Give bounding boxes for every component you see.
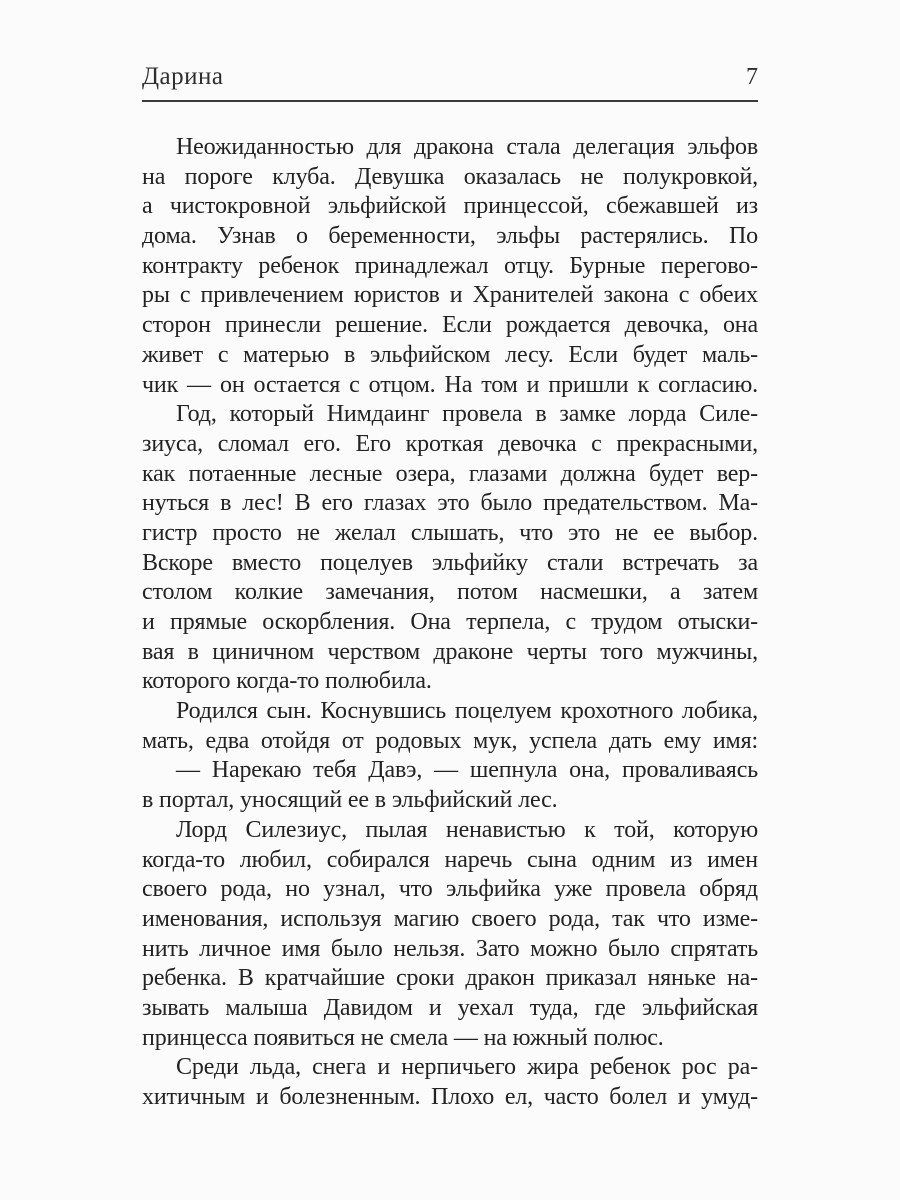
text-line: столом колкие замечания, потом насмешки, а затем	[142, 579, 758, 606]
text-line: Лорд Силезиус, пылая ненавистью к той, которую	[176, 816, 758, 843]
text-line: Среди льда, снега и нерпичьего жира ребенок рос ра-	[176, 1054, 758, 1081]
text-line: вая в циничном черством драконе черты того мужчины,	[142, 638, 758, 665]
page-header	[142, 0, 758, 90]
text-line: нить личное имя было нельзя. Зато можно было спрятать	[142, 935, 758, 962]
paragraph	[142, 816, 758, 1054]
text-line: сторон принесли решение. Если рождается девочка, она	[142, 312, 758, 339]
text-line: чик — он остается с отцом. На том и пришли к согласию.	[142, 371, 758, 398]
text-line: дома. Узнав о беременности, эльфы растерялись. По	[142, 223, 758, 250]
paragraph	[142, 756, 758, 815]
text-line: Год, который Нимдаинг провела в замке лорда Силе-	[176, 401, 758, 428]
text-line: Вскоре вместо поцелуев эльфийку стали встречать за	[142, 549, 758, 576]
text-line: как потаенные лесные озера, глазами должна будет вер-	[142, 460, 758, 487]
text-line: Неожиданностью для дракона стала делегация эльфов	[176, 134, 758, 160]
paragraph	[142, 400, 758, 697]
paragraph	[142, 697, 758, 756]
paragraph	[142, 1053, 758, 1112]
paragraph	[142, 133, 758, 400]
text-line: и прямые оскорбления. Она терпела, с трудом отыски-	[142, 609, 758, 635]
text-line: именования, используя магию своего рода, так что изме-	[142, 905, 758, 932]
text-line: ребенка. В кратчайшие сроки дракон приказал няньке на-	[142, 965, 758, 992]
text-line: мать, едва отойдя от родовых мук, успела дать ему имя:	[142, 727, 758, 754]
text-line: зиуса, сломал его. Его кроткая девочка с прекрасными,	[142, 430, 758, 457]
text-line: когда-то любил, собирался наречь сына одним из имен	[142, 846, 758, 873]
text-line: гистр просто не желал слышать, что это не ее выбор.	[142, 519, 758, 546]
text-line: нуться в лес! В его глазах это было предательством. Ма-	[142, 490, 758, 517]
page-body	[142, 133, 758, 1113]
text-line: контракту ребенок принадлежал отцу. Бурные перегово-	[142, 252, 758, 279]
header-rule	[142, 100, 758, 102]
text-line: — Нарекаю тебя Давэ, — шепнула она, проваливаясь	[176, 757, 758, 784]
running-title: Дарина	[142, 63, 224, 90]
page-content	[142, 0, 758, 1113]
page-number: 7	[746, 64, 758, 90]
text-line: ры с привлечением юристов и Хранителей закона с обеих	[142, 282, 758, 309]
text-line: которого когда-то полюбила.	[142, 668, 432, 695]
text-line: а чистокровной эльфийской принцессой, сбежавшей из	[142, 193, 758, 220]
text-line: зывать малыша Давидом и уехал туда, где эльфийская	[142, 994, 758, 1021]
text-line: хитичным и болезненным. Плохо ел, часто болел и умуд-	[142, 1084, 758, 1110]
text-line: принцесса появиться не смела — на южный полюс.	[142, 1024, 664, 1051]
text-line: в портал, уносящий ее в эльфийский лес.	[142, 787, 558, 814]
text-line: своего рода, но узнал, что эльфийка уже провела обряд	[142, 876, 758, 903]
text-line: на пороге клуба. Девушка оказалась не полукровкой,	[142, 163, 758, 190]
text-line: Родился сын. Коснувшись поцелуем крохотного лобика,	[176, 698, 758, 725]
text-line: живет с матерью в эльфийском лесу. Если будет маль-	[142, 341, 758, 368]
